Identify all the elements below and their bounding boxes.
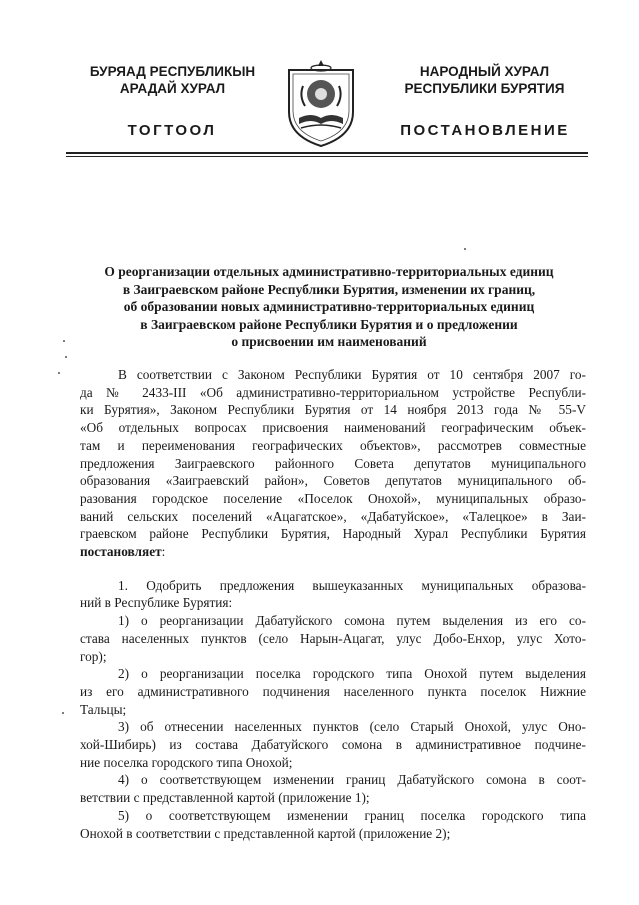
item-line: хой-Шибирь) из состава Дабатуйского сомона в административное подчине-	[80, 737, 586, 753]
item-1	[80, 577, 586, 612]
header-divider-thin	[66, 156, 588, 157]
item-line: 3) об отнесении населенных пунктов (село Старый Онохой, улус Оно-	[118, 719, 586, 735]
header-right-title	[382, 63, 587, 97]
title-line: в Заиграевском районе Республики Бурятия и о предложении	[140, 316, 518, 332]
preamble-line: там и переименования географических объектов», рассмотрев совместные	[80, 437, 586, 453]
header-right-line: РЕСПУБЛИКИ БУРЯТИЯ	[404, 81, 565, 96]
header-divider-thick	[66, 152, 588, 154]
preamble-line: разования городское поселение «Поселок Онохой», муниципальных образо-	[80, 490, 586, 506]
item-1-3	[80, 718, 586, 771]
coat-of-arms-icon	[283, 56, 359, 148]
item-line: 5) о соответствующем изменении границ поселка городского типа	[118, 807, 586, 823]
preamble-line: образования «Заиграевский район», Советов депутатов муниципального об-	[80, 473, 586, 489]
preamble-paragraph	[80, 366, 586, 561]
item-line: 4) о соответствующем изменении границ Дабатуйского сомона в соот-	[118, 772, 586, 788]
title-line: О реорганизации отдельных административно-территориальных единиц	[104, 264, 554, 279]
title-line: о присвоении им наименований	[231, 334, 427, 350]
header-right-line: НАРОДНЫЙ ХУРАЛ	[419, 64, 550, 79]
item-line: ветствии с представленной картой (приложение 1);	[80, 790, 370, 806]
item-line: Тальцы;	[80, 701, 127, 717]
preamble-line: В соответствии с Законом Республики Бурятия от 10 сентября 2007 го-	[118, 367, 586, 382]
resolves-line	[80, 543, 586, 561]
preamble-line: ваний сельских поселений «Ацагатское», «Дабатуйское», «Талецкое» в Заи-	[80, 508, 586, 524]
resolves-word: постановляет	[80, 544, 162, 560]
item-line: гор);	[80, 648, 107, 664]
resolves-colon: :	[161, 544, 166, 560]
document-title	[74, 263, 584, 351]
header-left-line: АРАДАЙ ХУРАЛ	[119, 81, 226, 96]
preamble-line: «Об отдельных вопросах присвоения наименований географическим объек-	[80, 420, 586, 436]
item-1-1	[80, 612, 586, 665]
header-left-title	[70, 63, 275, 97]
scan-speck	[464, 248, 466, 250]
preamble-line: граевском районе Республики Бурятия, Народный Хурал Республики Бурятия	[80, 526, 586, 542]
item-line: 1. Одобрить предложения вышеуказанных муниципальных образова-	[118, 577, 586, 593]
decree-label-buryat: ТОГТООЛ	[127, 122, 217, 139]
preamble-line: предложения Заиграевского районного Совета депутатов муниципального	[80, 455, 586, 471]
title-line: об образовании новых административно-территориальных единиц	[123, 299, 535, 315]
document-body	[80, 366, 586, 842]
item-1-2	[80, 665, 586, 718]
preamble-line: да № 2433-III «Об административно-территориальном устройстве Республи-	[80, 384, 586, 400]
scan-speck	[58, 372, 60, 374]
item-line: из его административного подчинения населенного пункта поселок Нижние	[80, 683, 586, 699]
item-1-4	[80, 771, 586, 806]
scan-speck	[62, 712, 64, 714]
item-line: 1) о реорганизации Дабатуйского сомона путем выделения из его со-	[118, 613, 586, 629]
scan-speck	[63, 340, 65, 342]
title-line: в Заиграевском районе Республики Бурятия, изменении их границ,	[122, 281, 536, 297]
item-line: ний в Республике Бурятия:	[80, 595, 233, 611]
decree-label-russian: ПОСТАНОВЛЕНИЕ	[400, 122, 570, 139]
preamble-line: ки Бурятия», Законом Республики Бурятия от 14 ноября 2013 года № 55-V	[80, 402, 586, 418]
item-line: става населенных пунктов (село Нарын-Ацагат, улус Добо-Енхор, улус Хото-	[80, 630, 586, 646]
scan-speck	[65, 356, 67, 358]
header-left-line: БУРЯАД РЕСПУБЛИКЫН	[89, 64, 256, 79]
item-line: Онохой в соответствии с представленной картой (приложение 2);	[80, 825, 451, 841]
item-line: 2) о реорганизации поселка городского типа Онохой путем выделения	[118, 666, 586, 682]
item-line: ние поселка городского типа Онохой;	[80, 754, 293, 770]
item-1-5	[80, 807, 586, 842]
